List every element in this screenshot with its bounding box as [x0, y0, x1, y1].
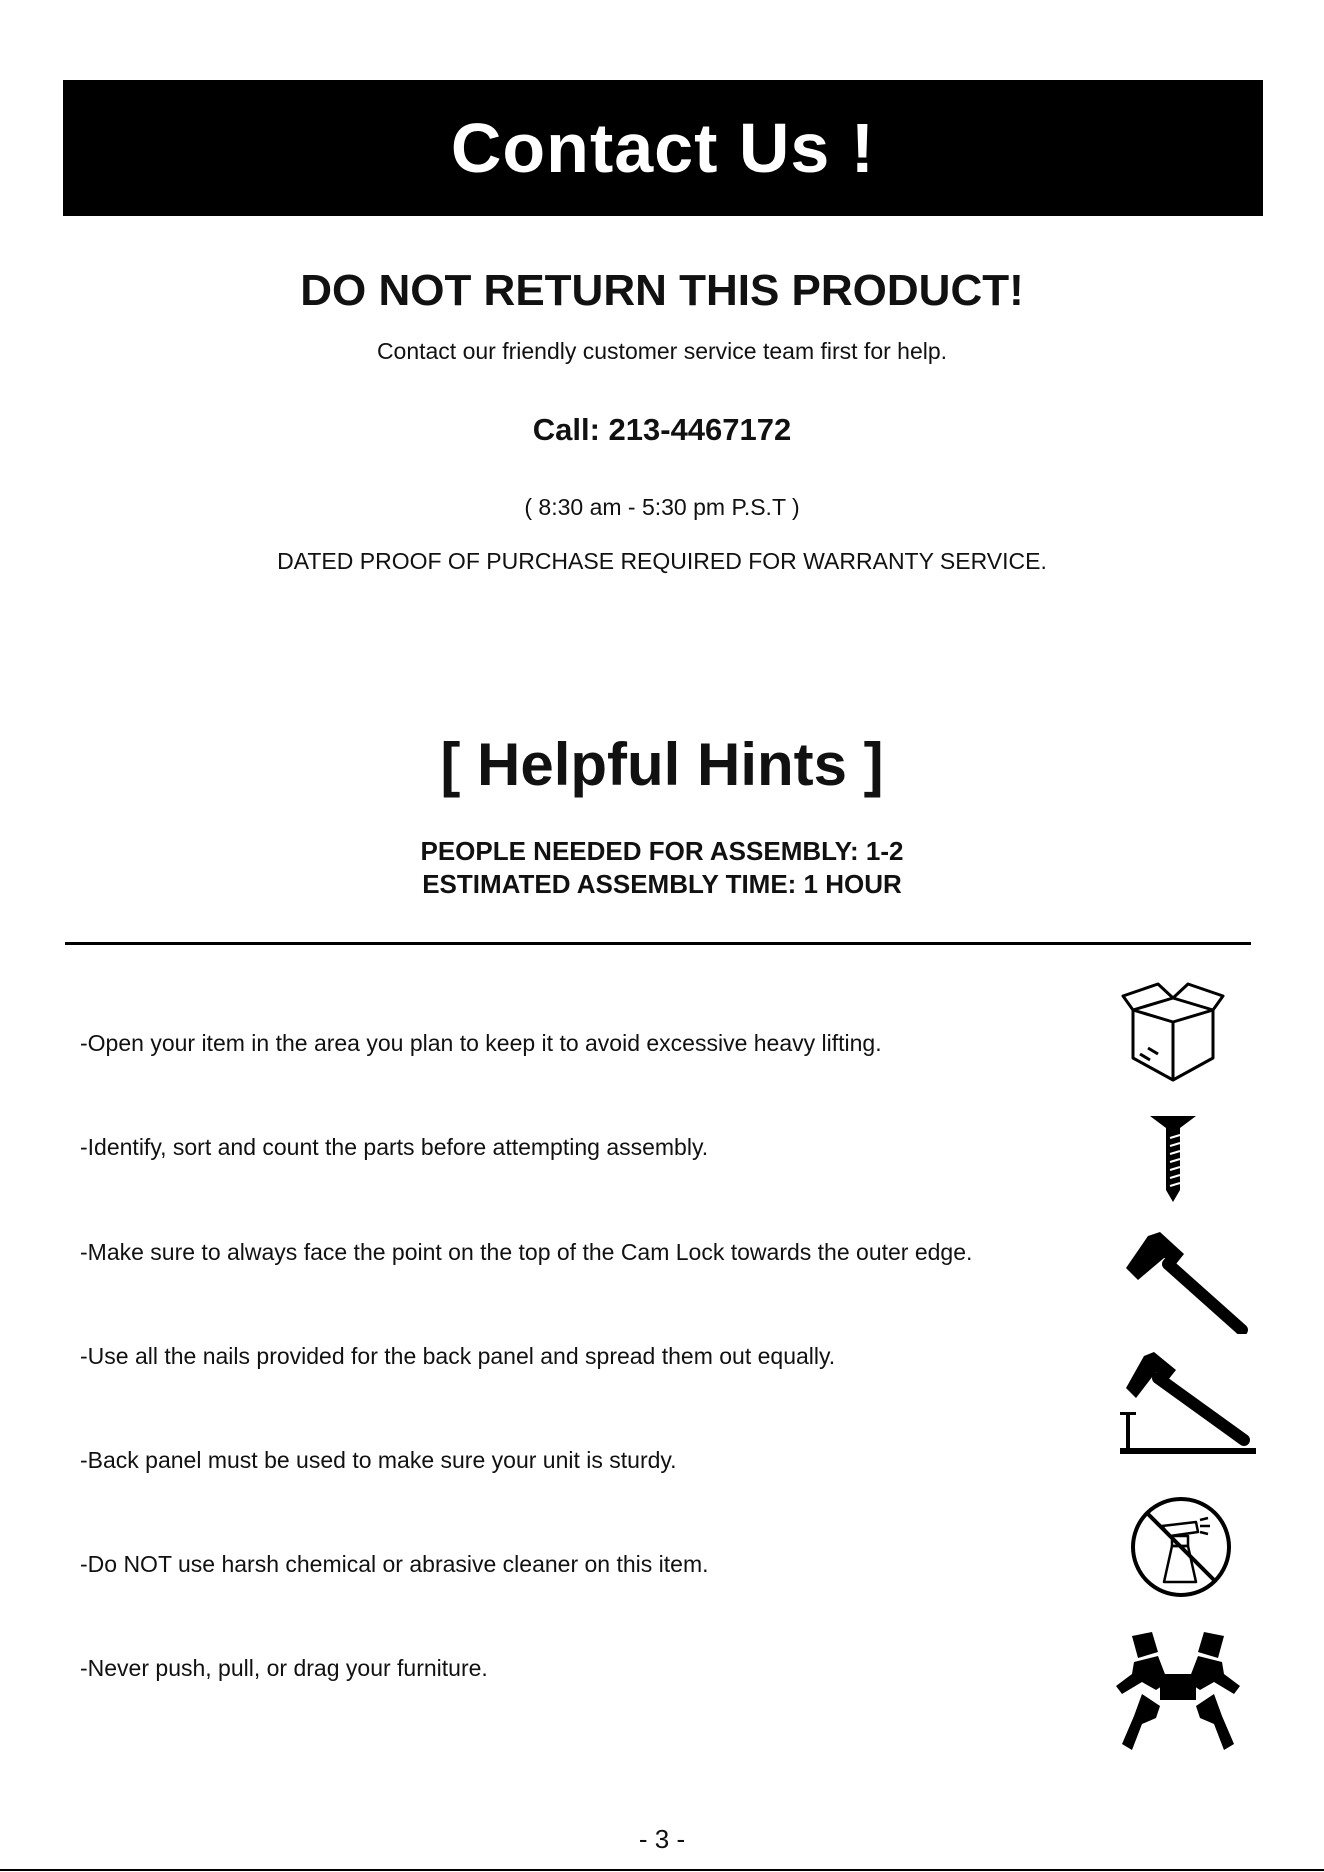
no-spray-cleaner-icon [1128, 1494, 1234, 1600]
screw-icon [1148, 1116, 1198, 1202]
phone-number: Call: 213-4467172 [532, 412, 792, 447]
hammer-icon [1124, 1230, 1248, 1334]
hammer-nail-icon [1118, 1346, 1258, 1458]
page-number: - 3 - [638, 1824, 686, 1854]
hint-item: -Use all the nails provided for the back panel and spread them out equally. [80, 1343, 836, 1369]
help-line: Contact our friendly customer service team first for help. [376, 338, 948, 364]
return-warning: DO NOT RETURN THIS PRODUCT! [300, 266, 1024, 315]
hint-item: -Back panel must be used to make sure your unit is sturdy. [80, 1447, 677, 1473]
hint-item: -Open your item in the area you plan to keep it to avoid excessive heavy lifting. [80, 1030, 882, 1056]
page-title: Contact Us ! [450, 109, 876, 187]
hint-item: -Never push, pull, or drag your furniture. [80, 1655, 488, 1681]
assembly-time: ESTIMATED ASSEMBLY TIME: 1 HOUR [422, 869, 902, 899]
warranty-notice: DATED PROOF OF PURCHASE REQUIRED FOR WARRANTY SERVICE. [277, 548, 1047, 574]
hint-item: -Identify, sort and count the parts before attempting assembly. [80, 1134, 709, 1160]
people-needed: PEOPLE NEEDED FOR ASSEMBLY: 1-2 [420, 836, 904, 866]
two-person-lift-icon [1112, 1632, 1244, 1756]
contact-banner [63, 80, 1263, 216]
hint-item: -Do NOT use harsh chemical or abrasive cleaner on this item. [80, 1551, 709, 1577]
hint-item: -Make sure to always face the point on the top of the Cam Lock towards the outer edge. [80, 1239, 973, 1265]
open-box-icon [1118, 978, 1228, 1084]
bottom-rule [0, 1869, 1324, 1871]
section-divider [65, 942, 1251, 945]
service-hours: ( 8:30 am - 5:30 pm P.S.T ) [524, 494, 800, 520]
hints-title: [ Helpful Hints ] [440, 731, 884, 798]
